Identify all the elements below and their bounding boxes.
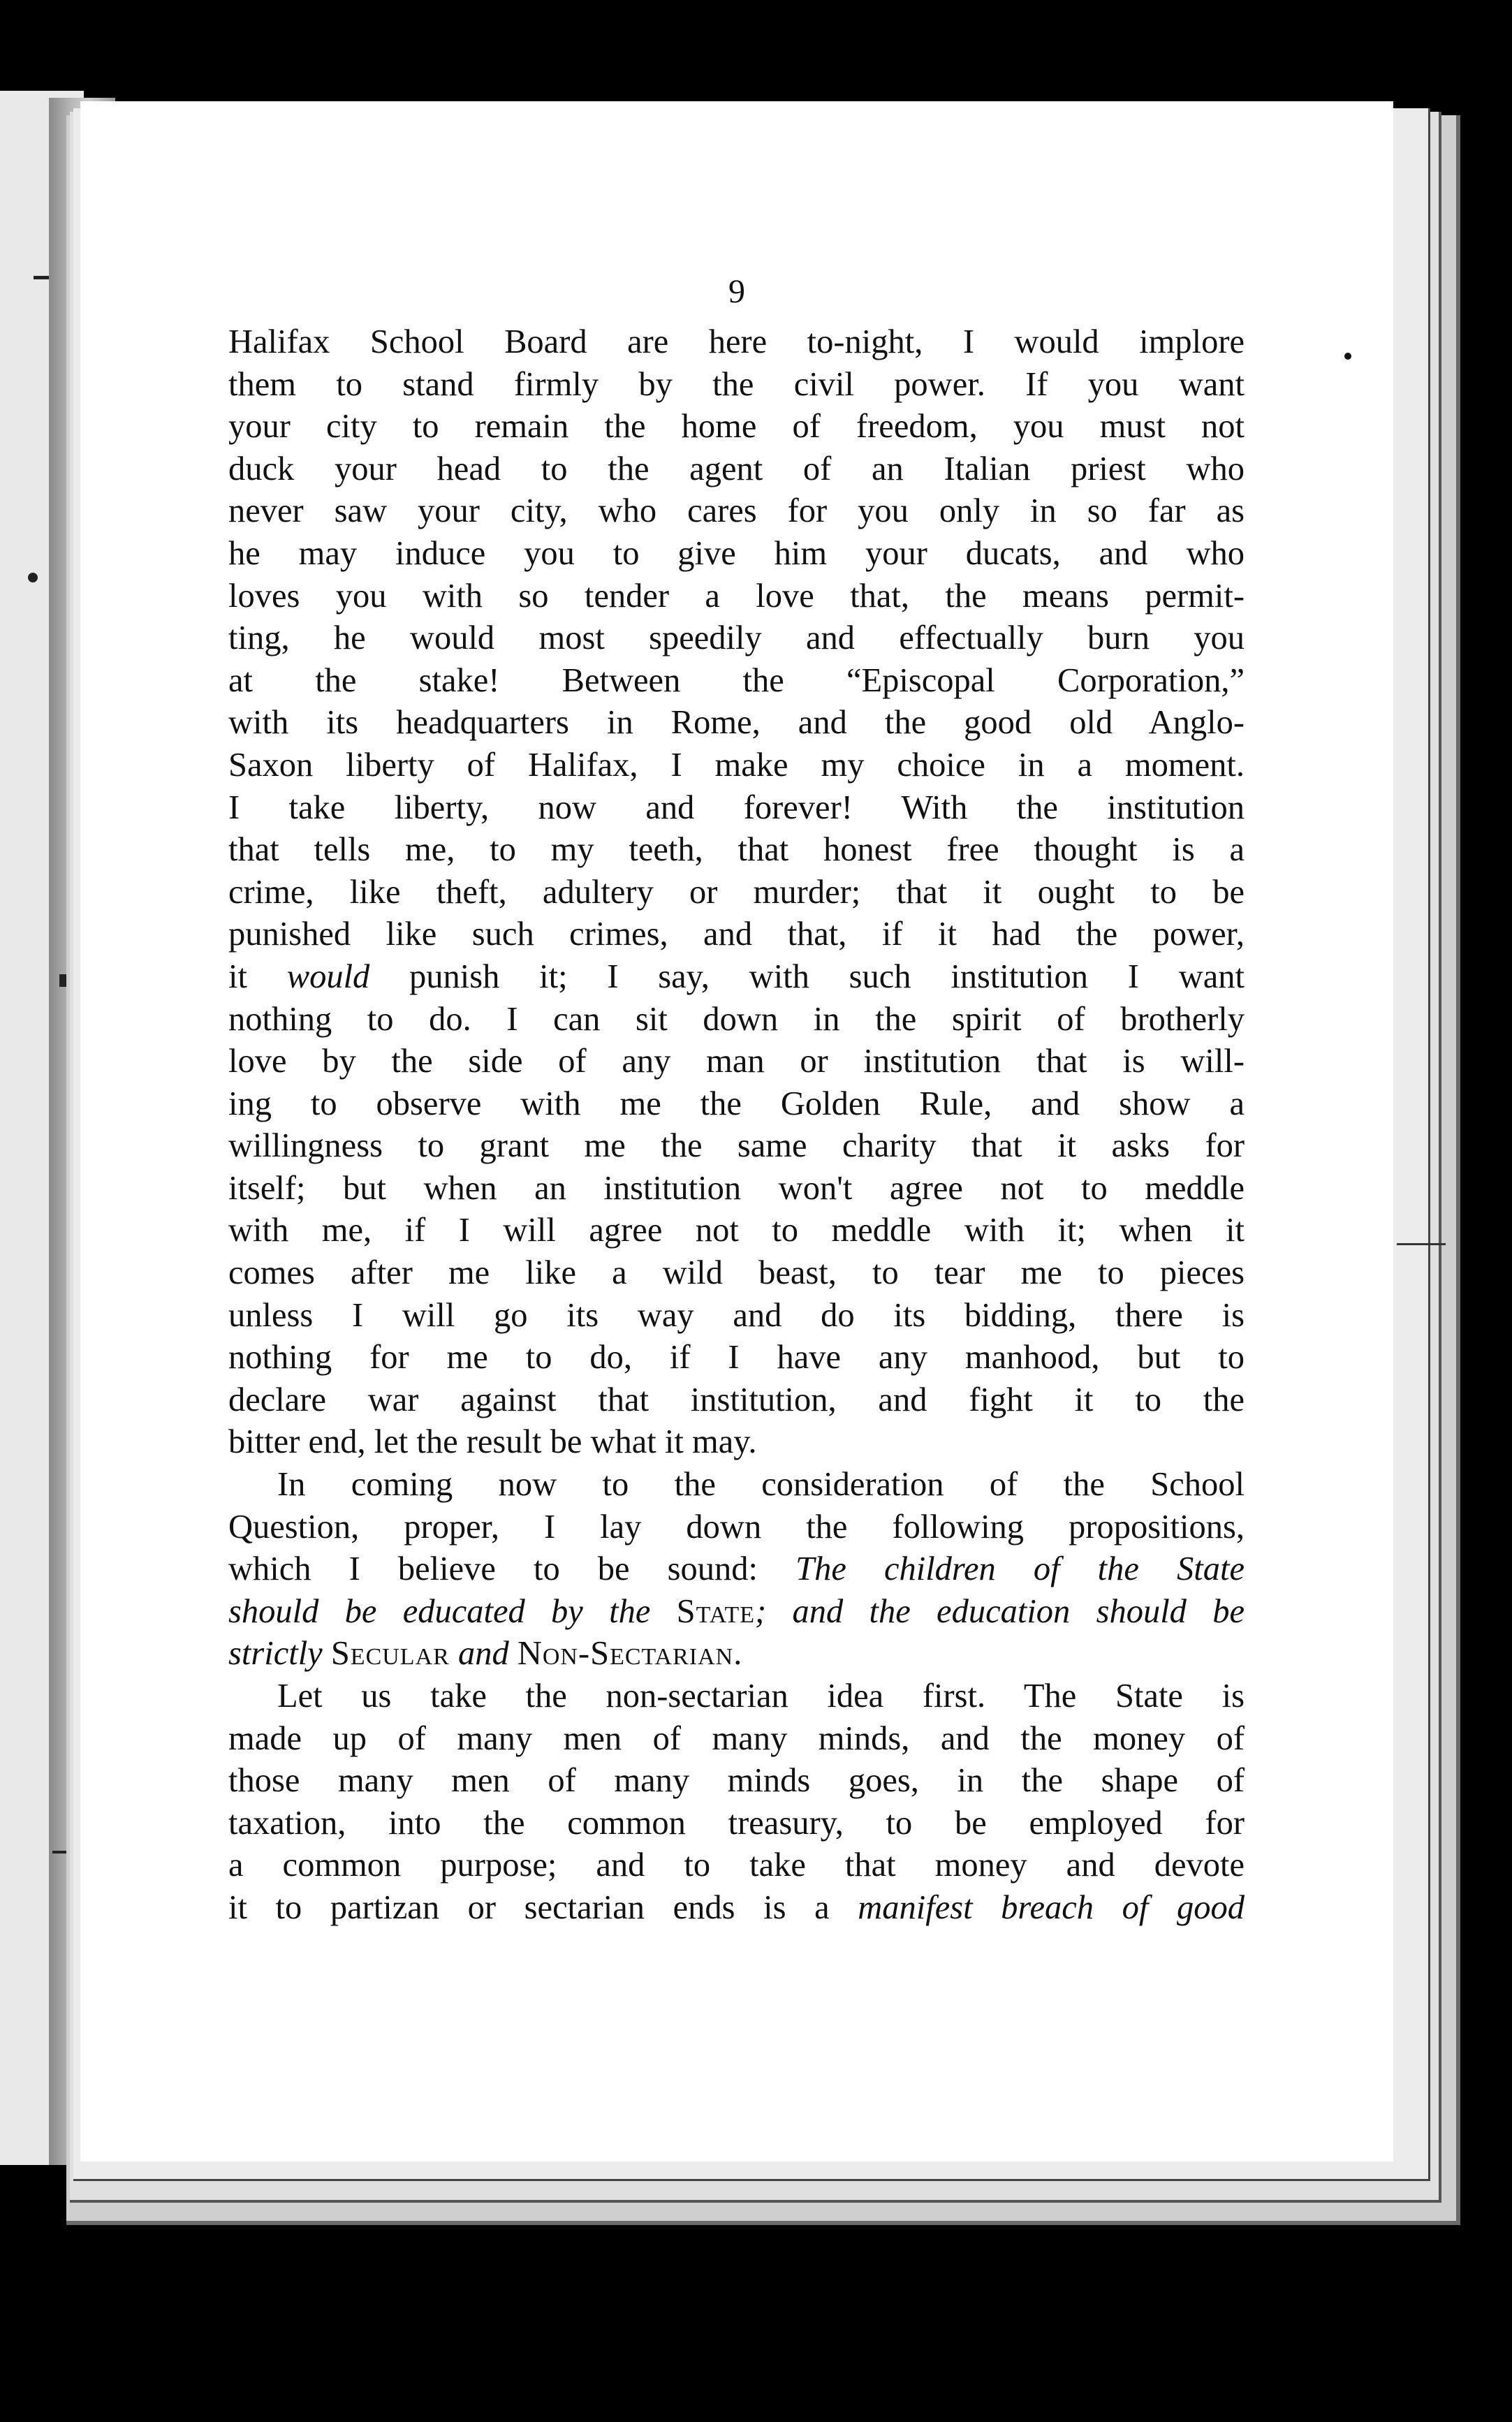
text-line: Let us take the non-sectarian idea first. The State is [277, 1678, 1245, 1715]
margin-mark [34, 276, 49, 279]
text-line: Question, proper, I lay down the following propositions, [228, 1508, 1245, 1546]
text-line: never saw your city, who cares for you only in so far as [228, 492, 1245, 530]
text-line: a common purpose; and to take that money and devote [228, 1847, 1245, 1884]
text-line: at the stake! Between the “Episcopal Corporation,” [228, 661, 1245, 699]
text-line: unless I will go its way and do its bidding, there is [228, 1296, 1245, 1334]
text-line: Halifax School Board are here to-night, I would implore [228, 323, 1245, 360]
text-line: made up of many men of many minds, and the money of [228, 1719, 1245, 1757]
text-line: I take liberty, now and forever! With the institution [228, 788, 1245, 826]
page-number: 9 [728, 273, 745, 310]
text-line: ing to observe with me the Golden Rule, and show a [228, 1085, 1245, 1122]
text-line: which I believe to be sound: The children of the State [228, 1550, 1245, 1588]
text-line: strictly Secular and Non-Sectarian. [228, 1635, 742, 1673]
text-line: nothing for me to do, if I have any manhood, but to [228, 1339, 1245, 1377]
text-line: bitter end, let the result be what it may. [228, 1423, 757, 1461]
italic-proposition: The children of the State [795, 1550, 1245, 1588]
margin-mark [28, 573, 38, 582]
text-line: Saxon liberty of Halifax, I make my choice in a moment. [228, 746, 1245, 784]
italic-emphasis: manifest breach of good [858, 1888, 1245, 1926]
small-caps-state: State [676, 1592, 756, 1630]
text-line: comes after me like a wild beast, to tear me to pieces [228, 1254, 1245, 1292]
small-caps-non-sectarian: Non-Sectarian [517, 1635, 734, 1673]
text-line: those many men of many minds goes, in the shape of [228, 1762, 1245, 1800]
text-line: with its headquarters in Rome, and the good old Anglo- [228, 704, 1245, 742]
text-line: should be educated by the State; and the education should be [228, 1592, 1245, 1630]
body-text [228, 321, 1245, 1930]
book-page [80, 101, 1393, 2162]
text-line: willingness to grant me the same charity that it asks for [228, 1127, 1245, 1165]
text-line: punished like such crimes, and that, if it had the power, [228, 916, 1245, 953]
text-line: with me, if I will agree not to meddle with it; when it [228, 1212, 1245, 1249]
small-caps-secular: Secular [330, 1635, 450, 1673]
text-line: that tells me, to my teeth, that honest free thought is a [228, 831, 1245, 869]
text-line: it to partizan or sectarian ends is a manifest breach of good [228, 1888, 1245, 1926]
text-line: ting, he would most speedily and effectually burn you [228, 619, 1245, 657]
text-line: taxation, into the common treasury, to be employed for [228, 1804, 1245, 1842]
text-line: love by the side of any man or institution that is will- [228, 1043, 1245, 1080]
page-edge-mark [1397, 1243, 1446, 1245]
text-line: itself; but when an institution won't agree not to meddle [228, 1169, 1245, 1207]
speck [1344, 353, 1351, 360]
text-line: nothing to do. I can sit down in the spirit of brotherly [228, 1000, 1245, 1038]
text-line: loves you with so tender a love that, the means permit- [228, 577, 1245, 615]
text-line: declare war against that institution, and fight it to the [228, 1381, 1245, 1418]
text-line: them to stand firmly by the civil power. If you want [228, 365, 1245, 403]
text-line: crime, like theft, adultery or murder; that it ought to be [228, 873, 1245, 911]
text-line: he may induce you to give him your ducats, and who [228, 534, 1245, 572]
italic-emphasis: would [286, 957, 370, 995]
text-line: it would punish it; I say, with such institution I want [228, 957, 1245, 995]
text-line: your city to remain the home of freedom, you must not [228, 408, 1245, 446]
text-line: duck your head to the agent of an Italian priest who [228, 450, 1245, 487]
text-line: In coming now to the consideration of the School [277, 1466, 1245, 1504]
